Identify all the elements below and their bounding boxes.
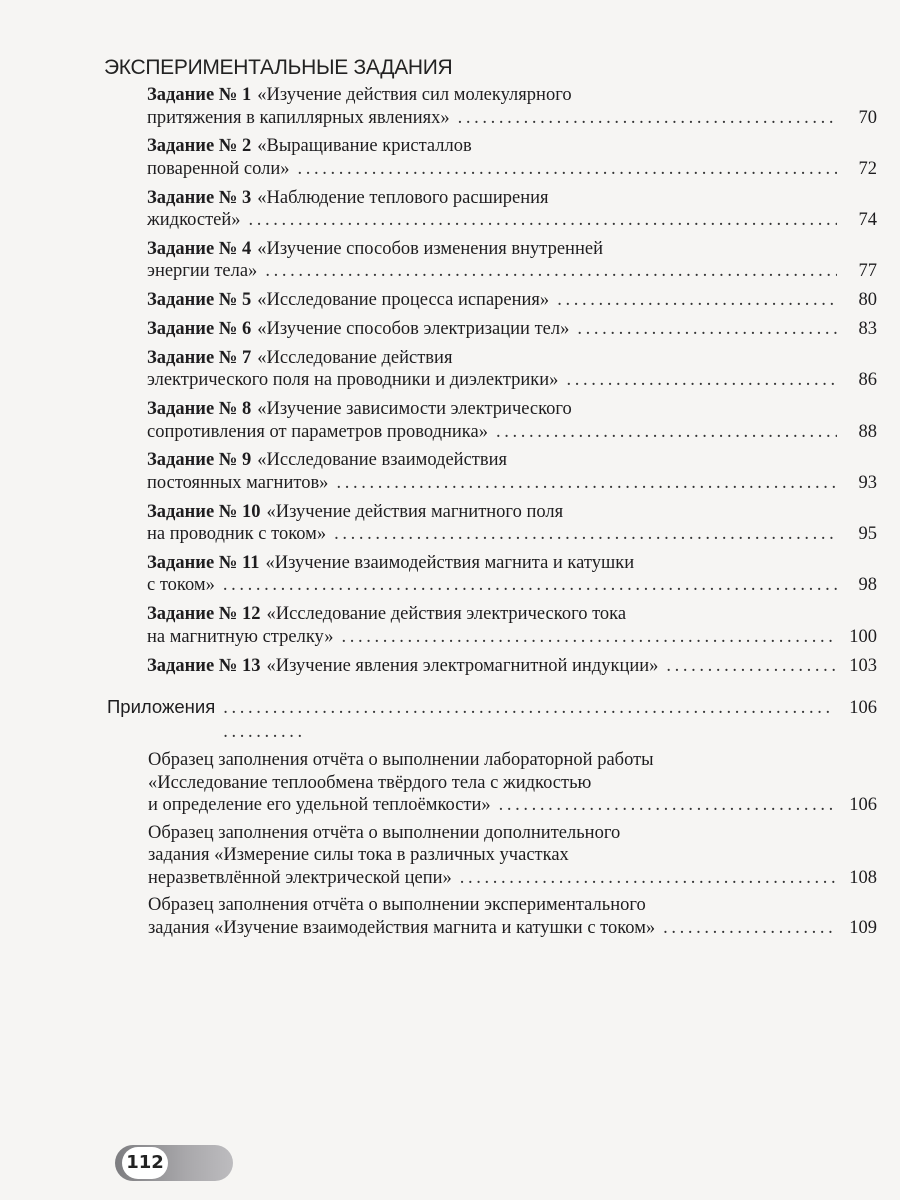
page-number-label: 112 [122,1147,168,1179]
page-number: 98 [858,575,877,596]
task-label: Задание № 8 [147,399,252,420]
task-title-line: задания «Измерение силы тока в различных участках [148,845,569,865]
appendix-list [148,749,877,939]
toc-entry-line [147,347,877,370]
task-label: Задание № 10 [147,501,261,522]
toc-entry-line [148,894,877,917]
task-title-line: с током» [147,575,215,596]
task-title-line: на проводник с током» [147,524,327,545]
task-title-line: «Изучение действия магнитного поля [266,501,564,522]
page-number: 106 [849,698,877,718]
task-label: Задание № 13 [147,655,261,676]
toc-entry-line [148,867,877,890]
task-title-line: и определение его удельной теплоёмкости» [148,795,491,815]
toc-entry-line [147,289,877,312]
task-label: Задание № 3 [147,187,252,208]
toc-entry-appendix[interactable] [107,695,877,744]
toc-entry-line [147,472,877,495]
dot-leader [223,574,837,597]
page-number: 88 [858,421,877,442]
toc-entry[interactable] [147,238,877,283]
toc-entry-line [147,135,877,158]
task-title-line: на магнитную стрелку» [147,626,334,647]
dot-leader [265,260,837,283]
toc-entry-line [147,107,877,130]
task-title-line: Образец заполнения отчёта о выполнении дополнительного [148,822,621,843]
toc-entry[interactable] [147,655,877,678]
toc-entry-line [147,158,877,181]
task-title-line: «Исследование действия электрического тока [266,604,627,625]
task-title-line: постоянных магнитов» [147,472,329,493]
toc-task-list [147,84,877,683]
toc-entry-line [147,369,877,392]
toc-entry[interactable] [148,822,877,890]
task-title-line: «Исследование действия [257,347,453,368]
dot-leader [577,318,837,341]
task-title-line: Образец заполнения отчёта о выполнении экспериментального [148,895,646,915]
page-number: 86 [858,370,877,391]
task-title-line: «Изучение способов изменения внутренней [257,238,603,259]
task-title-line: «Изучение взаимодействия магнита и катушки [265,552,635,573]
toc-entry-line [147,260,877,283]
toc-entry-line [148,772,877,795]
task-label: Задание № 7 [147,347,252,368]
toc-entry-line [148,822,877,845]
page-number: 109 [849,917,877,938]
toc-entry-line [147,501,877,524]
task-title-line: электрического поля на проводники и диэлектрики» [147,370,559,391]
toc-entry-line [147,238,877,261]
page-number: 77 [858,261,877,282]
dot-leader [499,794,837,817]
page-number: 100 [849,626,877,647]
toc-entry[interactable] [147,289,877,312]
page-number: 83 [858,318,877,339]
page-number: 93 [858,472,877,493]
toc-entry-line [148,917,877,940]
section-title: ЭКСПЕРИМЕНТАЛЬНЫЕ ЗАДАНИЯ [104,56,453,79]
dot-leader [334,523,837,546]
task-title-line: «Исследование взаимодействия [257,450,508,471]
task-title-line: сопротивления от параметров проводника» [147,421,488,442]
page-number: 72 [858,158,877,179]
toc-entry-line [147,655,877,678]
task-label: Задание № 2 [147,136,252,157]
toc-entry[interactable] [147,603,877,648]
toc-entry-line [147,209,877,232]
task-title-line: «Изучение действия сил молекулярного [257,85,572,105]
dot-leader [223,696,837,744]
task-title-line: «Наблюдение теплового расширения [257,187,549,208]
dot-leader [566,369,837,392]
task-title-line: энергии тела» [147,261,258,282]
task-label: Задание № 4 [147,238,252,259]
toc-entry-line [147,187,877,210]
task-label: Задание № 6 [147,318,252,339]
page-number: 95 [858,524,877,545]
toc-entry-line [147,552,877,575]
page-number: 80 [858,290,877,311]
toc-entry-line [148,844,877,867]
page-number: 103 [849,655,877,676]
toc-entry-line [147,449,877,472]
toc-entry-line [147,84,877,107]
task-title-line: «Исследование процесса испарения» [257,290,550,311]
task-title-line: «Выращивание кристаллов [257,136,472,157]
toc-entry[interactable] [148,894,877,939]
dot-leader [336,472,837,495]
page-number: 74 [858,210,877,231]
page-number: 70 [858,107,877,128]
toc-entry-line [147,318,877,341]
dot-leader [249,209,837,232]
task-title-line: притяжения в капиллярных явлениях» [147,107,450,128]
task-label: Задание № 5 [147,290,252,311]
task-title-line: жидкостей» [147,210,241,231]
toc-entry[interactable] [147,552,877,597]
toc-entry-line [147,523,877,546]
toc-entry-line [147,574,877,597]
task-title-line: «Изучение явления электромагнитной индукции» [266,655,659,676]
task-label: Задание № 12 [147,604,261,625]
toc-entry-line [147,626,877,649]
task-title-line: задания «Изучение взаимодействия магнита и катушки с током» [148,917,656,938]
appendix-title: Приложения [107,696,216,717]
task-title-line: Образец заполнения отчёта о выполнении лабораторной работы [148,750,654,770]
page-number: 106 [849,795,877,815]
toc-entry[interactable] [147,501,877,546]
toc-entry-line [147,398,877,421]
toc-entry[interactable] [147,318,877,341]
page-number-badge [115,1145,233,1181]
dot-leader [666,655,837,678]
dot-leader [298,158,838,181]
dot-leader [460,867,837,890]
toc-entry[interactable] [147,398,877,443]
task-title-line: «Изучение способов электризации тел» [257,318,570,339]
page-number: 108 [849,867,877,888]
toc-entry[interactable] [147,347,877,392]
task-title-line: «Изучение зависимости электрического [257,399,572,420]
task-label: Задание № 11 [147,552,260,573]
appendix-section [107,695,877,944]
task-title-line: неразветвлённой электрической цепи» [148,867,452,888]
dot-leader [496,421,837,444]
toc-entry[interactable] [148,749,877,817]
task-label: Задание № 9 [147,450,252,471]
dot-leader [557,289,837,312]
toc-entry-line [147,603,877,626]
dot-leader [458,107,837,130]
task-title-line: «Исследование теплообмена твёрдого тела с жидкостью [148,772,592,793]
task-label: Задание № 1 [147,85,252,105]
toc-entry[interactable] [147,187,877,232]
dot-leader [663,917,837,940]
task-title-line: поваренной соли» [147,158,290,179]
toc-entry[interactable] [147,84,877,129]
toc-entry[interactable] [147,449,877,494]
toc-entry-line [147,421,877,444]
toc-entry-line [148,749,877,772]
toc-entry[interactable] [147,135,877,180]
dot-leader [342,626,838,649]
toc-entry-line [148,794,877,817]
